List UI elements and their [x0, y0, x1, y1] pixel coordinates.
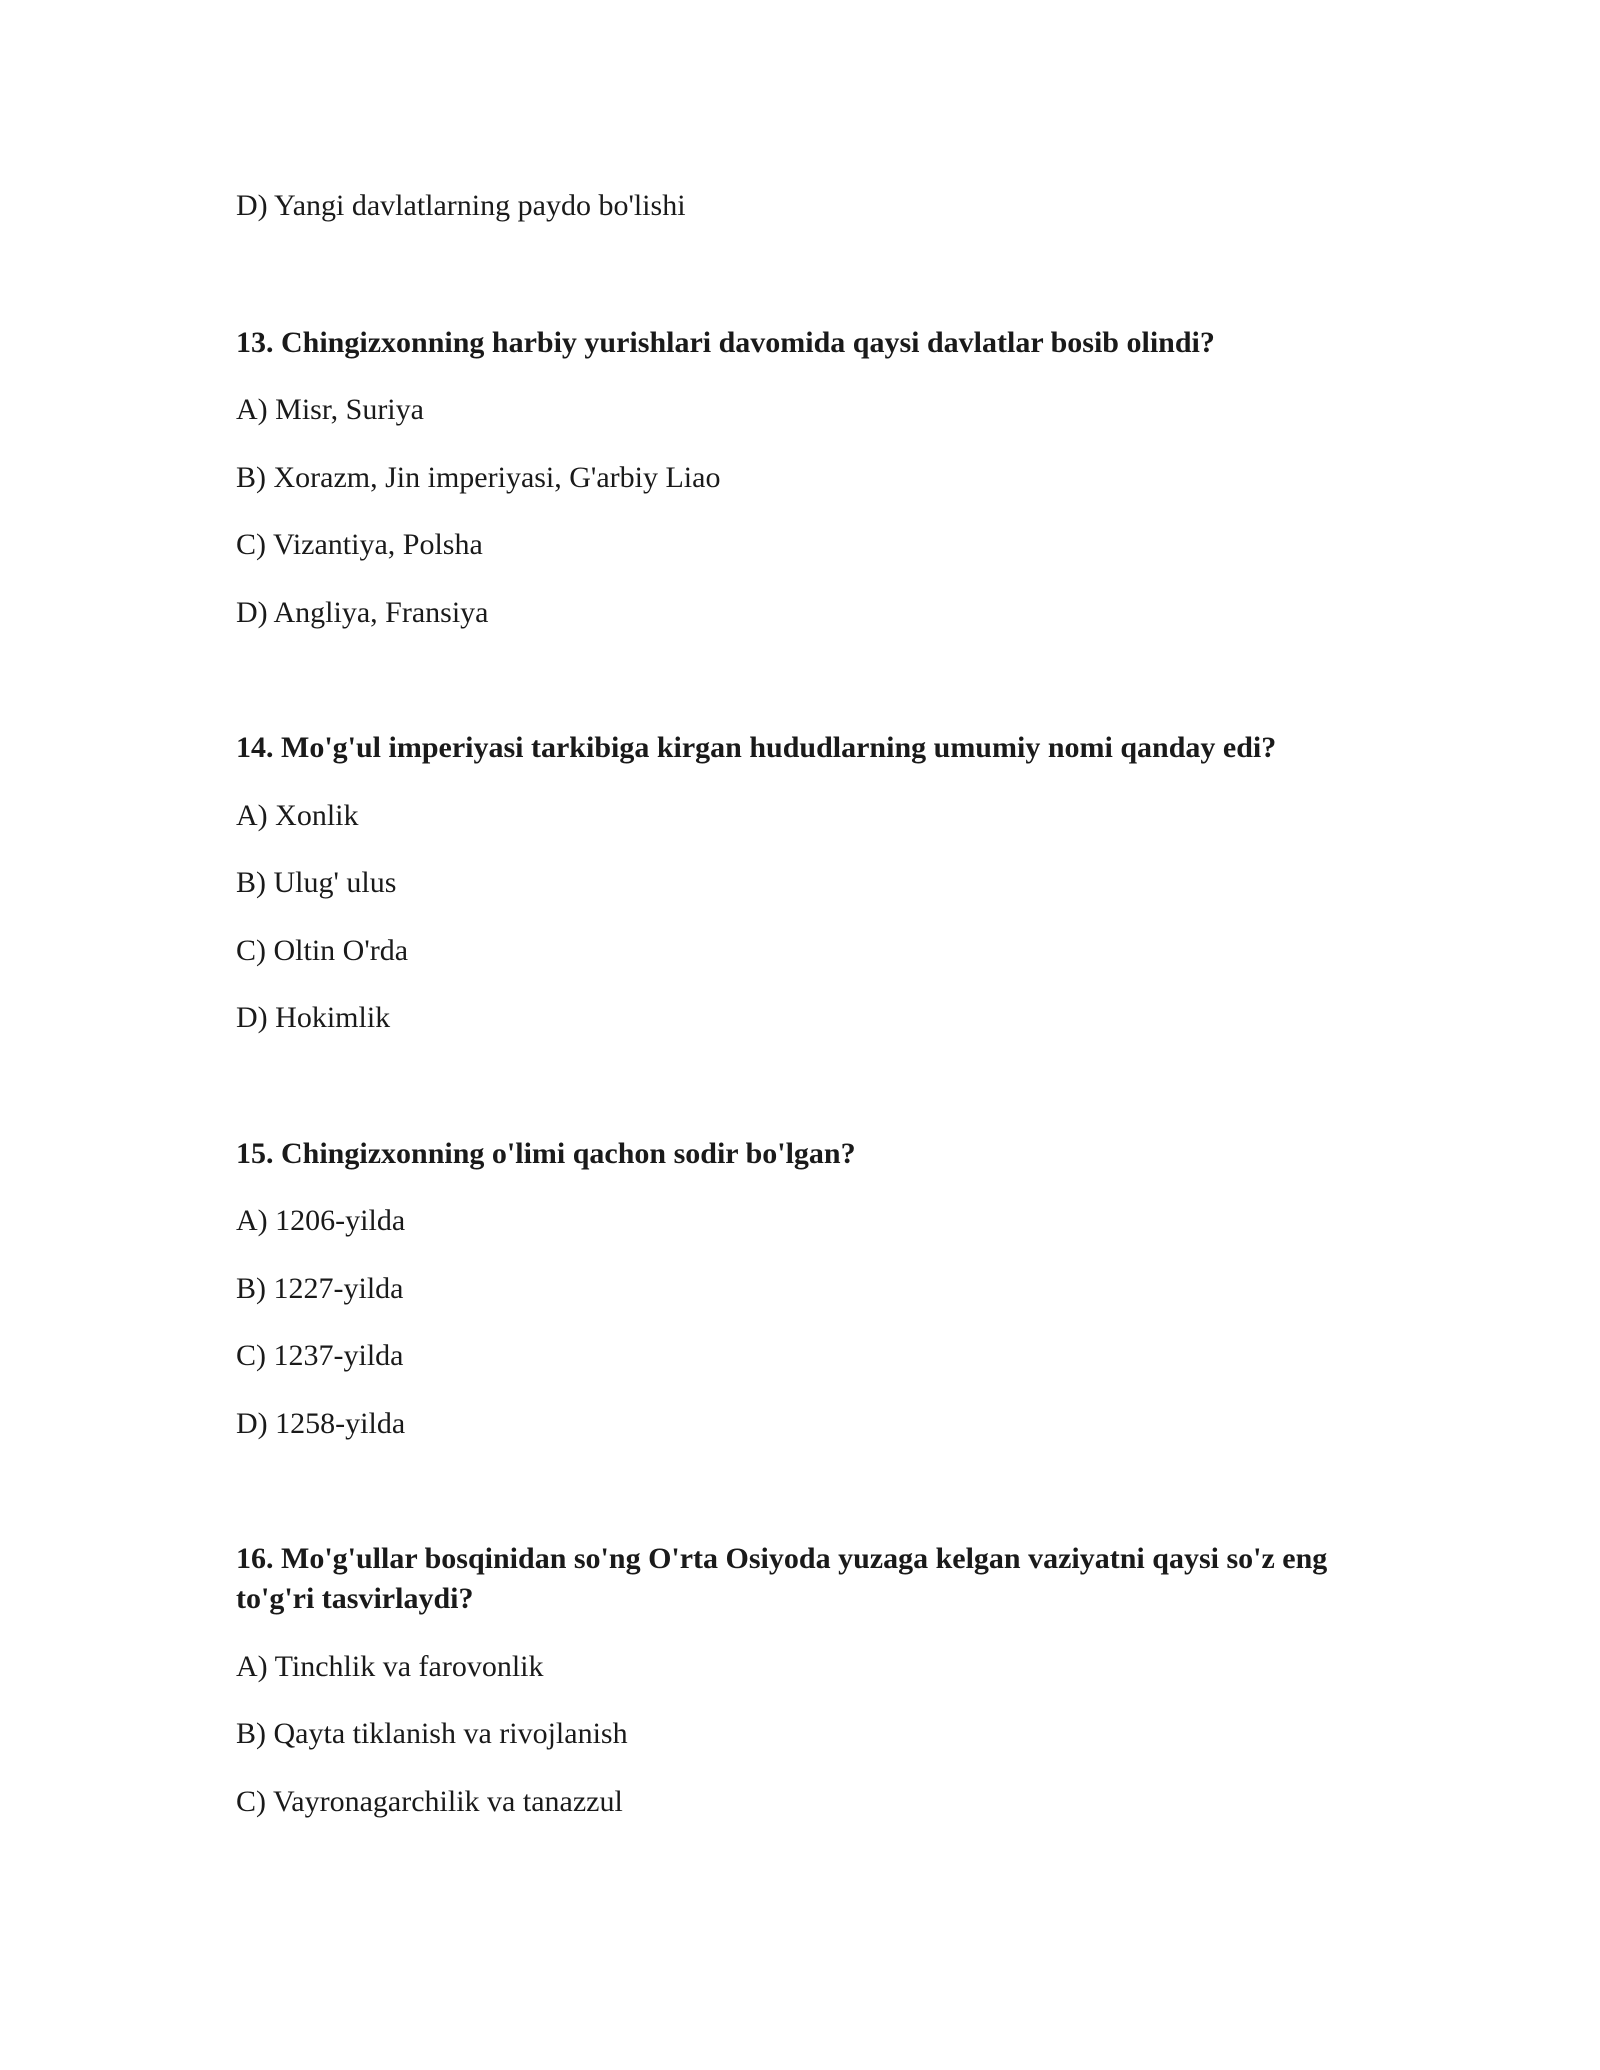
question-13-option-d: D) Angliya, Fransiya [236, 595, 489, 629]
page-content [236, 186, 1366, 1849]
question-16-text: 16. Mo'g'ullar bosqinidan so'ng O'rta Osiyoda yuzaga kelgan vaziyatni qaysi so'z eng to'g'ri tasvirlaydi? [236, 1542, 1328, 1615]
option-d-continued: D) Yangi davlatlarning paydo bo'lishi [236, 189, 686, 222]
question-14-option-c: C) Oltin O'rda [236, 933, 409, 967]
spacer [236, 1471, 1366, 1539]
question-14-text: 14. Mo'g'ul imperiyasi tarkibiga kirgan hududlarning umumiy nomi qanday edi? [236, 731, 1277, 764]
question-15-option-b: B) 1227-yilda [236, 1271, 404, 1305]
question-13-option-b: B) Xorazm, Jin imperiyasi, G'arbiy Liao [236, 460, 721, 494]
spacer [236, 660, 1366, 728]
question-15-text: 15. Chingizxonning o'limi qachon sodir bo'lgan? [236, 1136, 856, 1170]
question-16-option-b: B) Qayta tiklanish va rivojlanish [236, 1717, 628, 1750]
question-14-option-d: D) Hokimlik [236, 1001, 391, 1034]
question-15-option-a: A) 1206-yilda [236, 1204, 406, 1237]
question-13-text: 13. Chingizxonning harbiy yurishlari davomida qaysi davlatlar bosib olindi? [236, 325, 1215, 359]
question-block-16 [236, 1539, 1366, 1822]
question-15-option-c: C) 1237-yilda [236, 1339, 404, 1372]
question-block-13 [236, 323, 1366, 633]
question-block-14 [236, 728, 1366, 1038]
spacer [236, 1066, 1366, 1134]
question-16-option-c: C) Vayronagarchilik va tanazzul [236, 1784, 623, 1818]
spacer [236, 254, 1366, 323]
question-16-option-a: A) Tinchlik va farovonlik [236, 1649, 544, 1683]
question-13-option-c: C) Vizantiya, Polsha [236, 528, 483, 561]
question-14-option-a: A) Xonlik [236, 798, 359, 832]
question-block-15 [236, 1134, 1366, 1444]
question-13-option-a: A) Misr, Suriya [236, 393, 424, 426]
question-15-option-d: D) 1258-yilda [236, 1406, 406, 1440]
question-14-option-b: B) Ulug' ulus [236, 866, 397, 899]
